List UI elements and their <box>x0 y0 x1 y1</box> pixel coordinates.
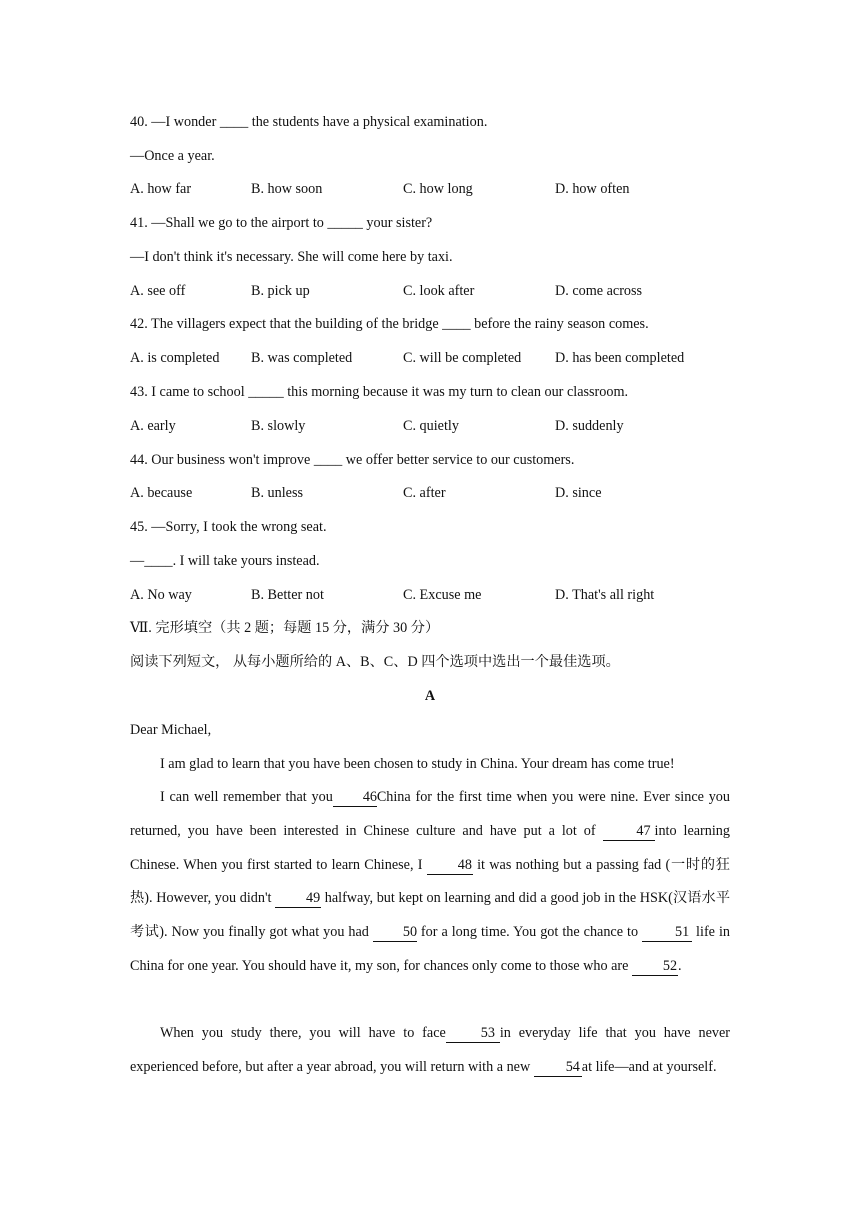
option-b[interactable]: B. how soon <box>251 181 323 197</box>
option-a[interactable]: A. because <box>130 485 193 501</box>
section-heading: Ⅶ. 完形填空（共 2 题；每题 15 分，满分 30 分） <box>130 620 440 636</box>
question-44-stem: 44. Our business won't improve ____ we offer better service to our customers. <box>130 452 575 468</box>
question-42-options <box>130 348 730 368</box>
option-d[interactable]: D. suddenly <box>555 418 624 434</box>
blank-47[interactable]: 47 <box>603 823 655 841</box>
question-40-options <box>130 179 730 199</box>
question-43-options <box>130 416 730 436</box>
question-45-options <box>130 585 730 605</box>
question-41-stem: 41. —Shall we go to the airport to _____ your sister? <box>130 215 433 231</box>
option-d[interactable]: D. has been completed <box>555 350 685 366</box>
option-c[interactable]: C. quietly <box>403 418 459 434</box>
option-b[interactable]: B. Better not <box>251 587 324 603</box>
question-44-options <box>130 483 730 503</box>
option-c[interactable]: C. how long <box>403 181 473 197</box>
blank-49[interactable]: 49 <box>275 890 321 908</box>
letter-greeting: Dear Michael, <box>130 722 212 738</box>
blank-54[interactable]: 54 <box>534 1059 582 1077</box>
option-b[interactable]: B. slowly <box>251 418 306 434</box>
option-a[interactable]: A. No way <box>130 587 192 603</box>
question-41-options <box>130 281 730 301</box>
passage-label: A <box>424 688 436 704</box>
option-d[interactable]: D. That's all right <box>555 587 655 603</box>
question-42-stem: 42. The villagers expect that the building of the bridge ____ before the rainy season comes. <box>130 316 649 332</box>
section-instruction: 阅读下列短文， 从每小题所给的 A、B、C、D 四个选项中选出一个最佳选项。 <box>130 654 620 670</box>
option-c[interactable]: C. after <box>403 485 446 501</box>
letter-paragraph-3: When you study there, you will have to face 53 in everyday life that you have never experienced before, but after a year abroad, you will return with a new 54 at life—and at yourself. <box>130 1025 730 1075</box>
blank-50[interactable]: 50 <box>373 924 417 942</box>
option-b[interactable]: B. was completed <box>251 350 353 366</box>
question-41-reply: —I don't think it's necessary. She will come here by taxi. <box>130 249 453 265</box>
question-45-reply: —____. I will take yours instead. <box>130 553 320 569</box>
blank-53[interactable]: 53 <box>446 1025 500 1043</box>
option-b[interactable]: B. pick up <box>251 283 310 299</box>
option-a[interactable]: A. see off <box>130 283 186 299</box>
option-d[interactable]: D. come across <box>555 283 643 299</box>
question-40-stem: 40. —I wonder ____ the students have a physical examination. <box>130 114 488 130</box>
letter-paragraph-2: I can well remember that you 46China for the first time when you were nine. Ever since you returned, you have been interested in Chinese culture and have put a lot of 47 into learning Chinese. When you first started to learn Chinese, I 48 it was nothing but a passing fad (一时的狂热). However, you didn't 49 halfway, but kept on learning and did a good job in the HSK(汉语水平考试). Now you finally got what you had 50 for a long time. You got the chance to 51 life in China for one year. You should have it, my son, for chances only come to those who are 52. <box>130 789 731 974</box>
blank-46[interactable]: 46 <box>333 789 377 807</box>
blank-52[interactable]: 52 <box>632 958 678 976</box>
option-a[interactable]: A. how far <box>130 181 192 197</box>
option-c[interactable]: C. Excuse me <box>403 587 482 603</box>
option-d[interactable]: D. how often <box>555 181 630 197</box>
option-c[interactable]: C. look after <box>403 283 475 299</box>
option-b[interactable]: B. unless <box>251 485 304 501</box>
letter-paragraph-1: I am glad to learn that you have been chosen to study in China. Your dream has come true! <box>160 756 675 772</box>
option-a[interactable]: A. early <box>130 418 176 434</box>
blank-48[interactable]: 48 <box>427 857 473 875</box>
option-a[interactable]: A. is completed <box>130 350 220 366</box>
option-d[interactable]: D. since <box>555 485 602 501</box>
question-45-stem: 45. —Sorry, I took the wrong seat. <box>130 519 327 535</box>
option-c[interactable]: C. will be completed <box>403 350 522 366</box>
question-43-stem: 43. I came to school _____ this morning because it was my turn to clean our classroom. <box>130 384 629 400</box>
blank-51[interactable]: 51 <box>642 924 692 942</box>
question-40-reply: —Once a year. <box>130 148 215 164</box>
